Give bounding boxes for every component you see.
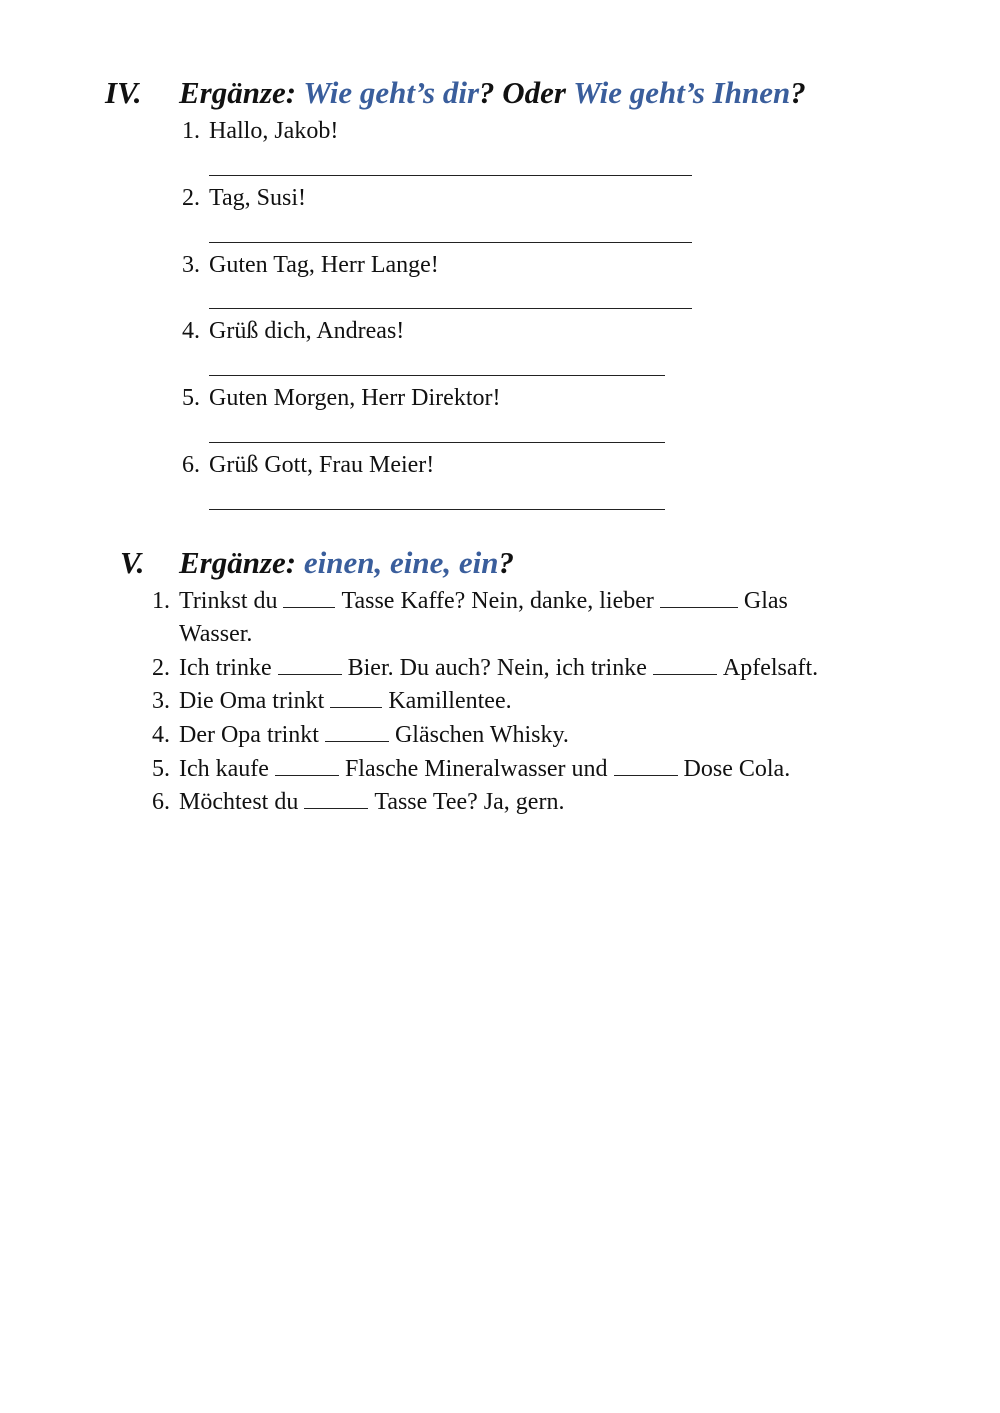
- s5-item-text: Bier. Du auch? Nein, ich trinke: [347, 655, 647, 681]
- s4-item-number: 2.: [182, 185, 200, 211]
- fill-blank[interactable]: [614, 757, 678, 776]
- answer-line[interactable]: [209, 242, 692, 243]
- section-5-options: einen, eine, ein: [303, 545, 499, 580]
- s5-item-text: Möchtest du: [179, 789, 299, 815]
- s4-item-text: Guten Tag, Herr Lange!: [209, 252, 439, 278]
- s5-item-text: Trinkst du: [179, 588, 278, 614]
- section-5-q: ?: [498, 545, 514, 580]
- s5-item-text: Apfelsaft.: [722, 655, 819, 681]
- answer-line[interactable]: [209, 509, 665, 510]
- section-4-phrase-2: Wie geht’s Ihnen: [573, 75, 791, 110]
- s5-item-number: 1.: [152, 588, 170, 614]
- s5-item-number: 2.: [152, 655, 170, 681]
- s5-item-number: 4.: [152, 722, 170, 748]
- s5-item-text: Kamillentee.: [388, 688, 512, 714]
- s5-item-text: Wasser.: [179, 621, 253, 647]
- section-4-numeral: IV.: [105, 75, 142, 110]
- s5-item-number: 6.: [152, 789, 170, 815]
- section-4-phrase-1: Wie geht’s dir: [303, 75, 480, 110]
- s5-item-continuation: [179, 622, 252, 646]
- s5-item-text: Gläschen Whisky.: [394, 722, 569, 748]
- fill-blank[interactable]: [325, 723, 389, 742]
- s5-item-text: Die Oma trinkt: [179, 688, 325, 714]
- fill-blank[interactable]: [283, 589, 335, 608]
- section-4-q2: ?: [790, 75, 806, 110]
- s5-item-text: Tasse Tee? Ja, gern.: [374, 789, 565, 815]
- fill-blank[interactable]: [653, 656, 717, 675]
- s4-item-text: Grüß dich, Andreas!: [209, 318, 405, 344]
- s4-item-number: 5.: [182, 385, 200, 411]
- s5-item-text: Dose Cola.: [683, 756, 791, 782]
- s5-item-text: Flasche Mineralwasser und: [344, 756, 608, 782]
- answer-line[interactable]: [209, 308, 692, 309]
- s4-item-text: Guten Morgen, Herr Direktor!: [209, 385, 501, 411]
- s4-item-number: 1.: [182, 118, 200, 144]
- answer-line[interactable]: [209, 175, 692, 176]
- s5-item-number: 3.: [152, 688, 170, 714]
- s5-item-text: Der Opa trinkt: [179, 722, 319, 748]
- s4-item-number: 4.: [182, 318, 200, 344]
- s4-item-text: Grüß Gott, Frau Meier!: [209, 452, 435, 478]
- s5-item-text: Glas: [743, 588, 788, 614]
- s4-item-text: Hallo, Jakob!: [209, 118, 339, 144]
- s5-item-number: 5.: [152, 756, 170, 782]
- section-4-label: Ergänze:: [179, 75, 297, 110]
- s4-item-text: Tag, Susi!: [209, 185, 306, 211]
- s4-item-number: 3.: [182, 252, 200, 278]
- section-5-label: Ergänze:: [179, 545, 297, 580]
- section-5-numeral: V.: [120, 545, 145, 580]
- s5-item-text: Ich trinke: [179, 655, 272, 681]
- section-4-q1: ?: [479, 75, 495, 110]
- section-4-connector: Oder: [502, 75, 566, 110]
- fill-blank[interactable]: [330, 689, 382, 708]
- answer-line[interactable]: [209, 442, 665, 443]
- fill-blank[interactable]: [660, 589, 738, 608]
- answer-line[interactable]: [209, 375, 665, 376]
- fill-blank[interactable]: [275, 757, 339, 776]
- s5-item-text: Tasse Kaffe? Nein, danke, lieber: [341, 588, 654, 614]
- fill-blank[interactable]: [278, 656, 342, 675]
- s4-item-number: 6.: [182, 452, 200, 478]
- s5-item-text: Ich kaufe: [179, 756, 269, 782]
- fill-blank[interactable]: [304, 790, 368, 809]
